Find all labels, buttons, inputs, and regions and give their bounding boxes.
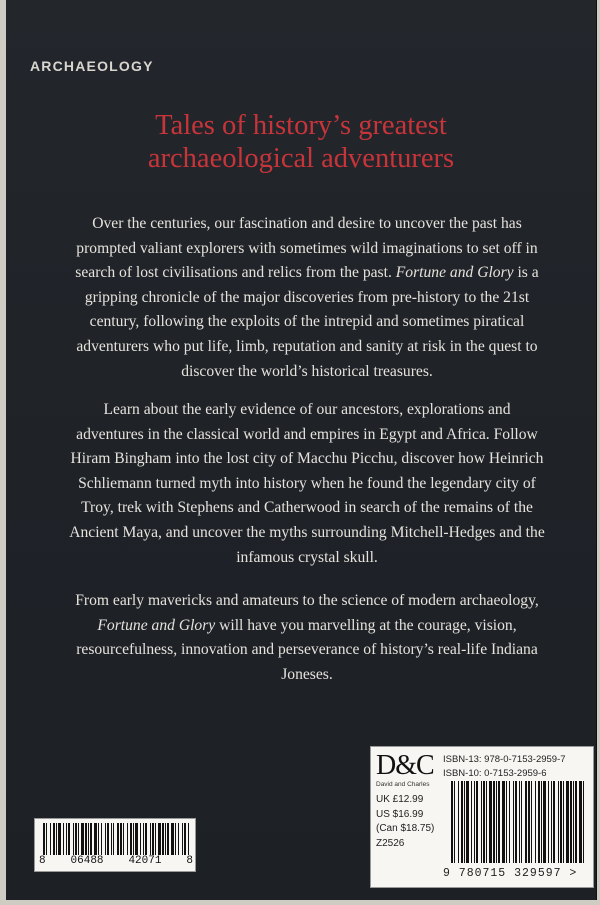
blurb-paragraph-3	[68, 589, 546, 687]
headline	[6, 109, 596, 175]
isbn-13: ISBN-13: 978-0-7153-2959-7	[443, 754, 566, 765]
product-code: Z2526	[376, 837, 405, 849]
isbn-barcode-icon	[451, 781, 585, 863]
isbn-numbers	[443, 753, 566, 781]
blurb-1-text-b: is a gripping chronicle of the major discoveries from pre-history to the 21st century, following the exploits of the intrepid and sometimes piratical adventurers who put life, limb, reputation and sanity at risk in the quest to discover the world’s historical treasures.	[76, 264, 539, 380]
category-label: ARCHAEOLOGY	[30, 58, 154, 74]
back-cover	[6, 0, 597, 900]
isbn-panel	[370, 746, 594, 888]
upc-digit-4: 8	[186, 855, 193, 867]
blurb-1-text-a: Over the centuries, our fascination and desire to uncover the past has prompted valiant explorers with sometimes wild imaginations to set off in search of lost civilisations and relics from the past.	[75, 215, 538, 282]
price-list	[376, 793, 434, 851]
isbn-barcode-digits: 9 780715 329597 >	[443, 867, 578, 880]
blurb-3-book-title: Fortune and Glory	[97, 616, 216, 634]
price-can: (Can $18.75)	[376, 823, 435, 834]
upc-digit-3: 42071	[128, 855, 162, 867]
blurb-3-text-a: From early mavericks and amateurs to the science of modern archaeology,	[75, 592, 539, 609]
publisher-logo: D&C	[376, 750, 434, 781]
isbn-10: ISBN-10: 0-7153-2959-6	[443, 768, 547, 779]
upc-digits	[39, 855, 193, 867]
blurb-1-book-title: Fortune and Glory	[395, 264, 514, 282]
headline-line-1: Tales of history’s greatest	[155, 110, 447, 141]
upc-panel	[34, 818, 196, 872]
headline-line-2: archaeological adventurers	[147, 143, 455, 174]
blurb-paragraph-2: Learn about the early evidence of our ancestors, explorations and adventures in the classical world and empires in Egypt and Africa. Follow Hiram Bingham into the lost city of Macchu Picchu, discover how Heinrich Schliemann turned myth into history when he found the legendary city of Troy, trek with Stephens and Catherwood in search of the remains of the Ancient Maya, and uncover the myths surrounding Mitchell-Hedges and the infamous crystal skull.	[69, 401, 545, 566]
upc-barcode-icon	[43, 823, 189, 855]
blurb-3-text-b: will have you marvelling at the courage, vision, resourcefulness, innovation and perseverance of history’s real-life Indiana Joneses.	[76, 616, 538, 683]
price-us: US $16.99	[376, 808, 424, 820]
upc-digit-2: 06488	[70, 855, 104, 867]
blurb-paragraph-1	[68, 212, 546, 384]
publisher-name: David and Charles	[376, 781, 430, 788]
upc-digit-1: 8	[39, 855, 46, 867]
price-uk: UK £12.99	[376, 794, 424, 805]
